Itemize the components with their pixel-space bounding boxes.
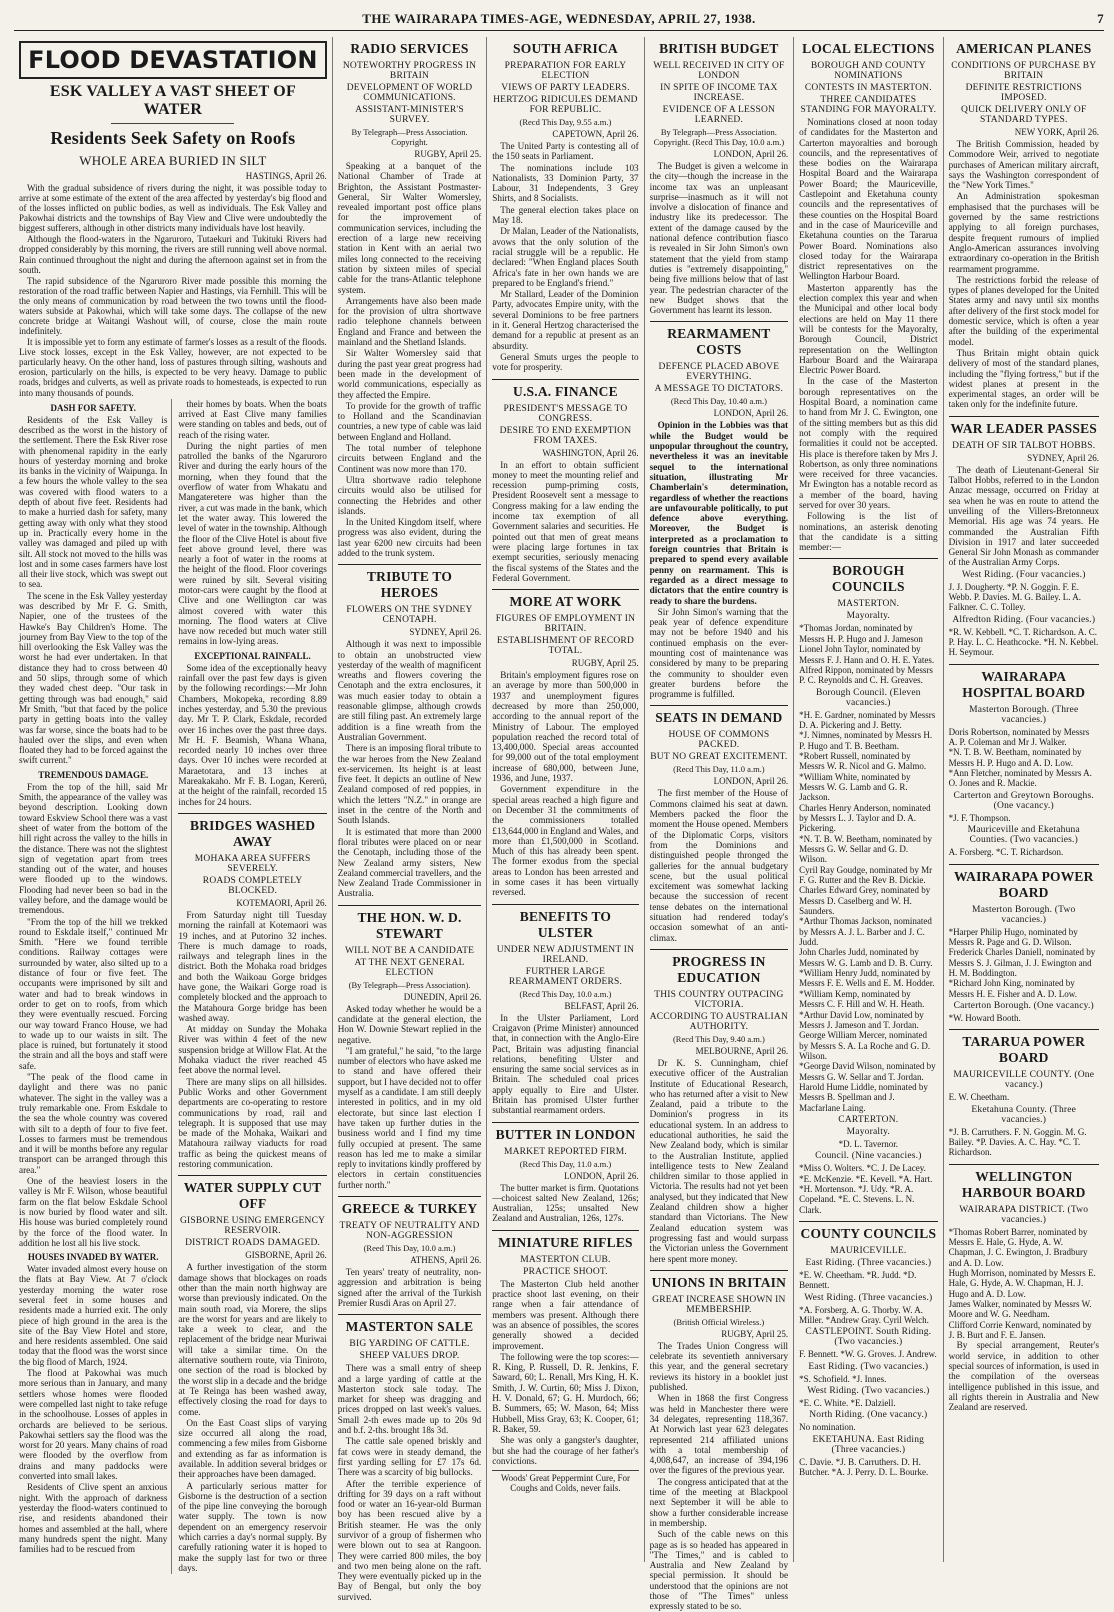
headline: WAIRARAPA HOSPITAL BOARD	[962, 668, 1086, 700]
credit-line: By Telegraph—Press Association. Copyright. (Recd This Day, 10.0 a.m.)	[653, 127, 785, 147]
headline: RADIO SERVICES	[350, 41, 469, 56]
paragraph: Asked today whether he would be a candidate at the general election, the Hon W. Downie Stewart replied in the negative.	[337, 1003, 482, 1045]
paragraph: Dr Malan, Leader of the Nationalists, avows that the only solution of the racial struggle will be a republic. He declared: "When England places South Africa's fate in her own hands we are prepared to be England's friend."	[492, 226, 639, 288]
nomination: *Robert Russell, nominated by Messrs W. R. Nicol and G. Malmo.	[799, 750, 927, 772]
dateline: LONDON, April 26.	[713, 149, 789, 159]
subheading: Alfredton Riding. (Four vacancies.)	[952, 614, 1096, 625]
headline: COUNTY COUNCILS	[800, 1226, 937, 1241]
paragraph: The butter market is firm. Quotations—choicest salted New Zealand, 126s; Australian, 125s; unsalted New Zealand and Australian, 126s, 127s.	[492, 1182, 639, 1224]
article-divider	[650, 949, 788, 950]
section-heading: DASH FOR SAFETY.	[50, 402, 136, 413]
page-number: 7	[1097, 11, 1104, 26]
paragraph: From Saturday night till Tuesday morning the rainfall at Kotemaori was 19 inches, and at Putorino 32 inches. There is much damage to roads, railways and telegraph lines in the district. Both the Mohaka road bridges and both the Waikoau Gorge bridges have gone, the Waikari Gorge road is completely blocked and the approach to the Matahoura Gorge bridge has been washed away.	[178, 909, 327, 1023]
masthead	[14, 8, 1104, 31]
paragraph: The scene in the Esk Valley yesterday was described by Mr F. G. Smith, Napier, one of the trustees of the Hawke's Bay Children's Home. The journey from Bay View to the top of the hill overlooking the Esk Valley was the worst he had ever undertaken. In that distance they had to cross between 40 and 50 slips, through some of which they waded chest deep. "Our task in getting through was bad enough," said Mr Smith, "but that faced by the police party in getting boats into the valley was far worse, since the boats had to be hauled over the slips, and even when floated they had to be forced against the swift current."	[19, 590, 168, 766]
subheading: North Riding. (One vacancy.)	[809, 1410, 928, 1421]
subheading: MAURICEVILLE.	[830, 1246, 907, 1256]
subheading: ASSISTANT-MINISTER'S SURVEY.	[355, 105, 464, 125]
article-divider	[650, 1270, 788, 1271]
headline: WELLINGTON HARBOUR BOARD	[961, 1168, 1086, 1200]
dateline: CAPETOWN, April 26.	[552, 129, 639, 139]
column-flood	[14, 37, 333, 1573]
headline: PROGRESS IN EDUCATION	[672, 953, 766, 985]
paragraph: Arrangements have also been made for the provision of ultra shortwave radio telephone channels between England and France and between the mainland and the Shetland Islands.	[337, 295, 482, 348]
headline: U.S.A. FINANCE	[513, 383, 618, 399]
article-divider	[178, 813, 326, 814]
paragraph: Dr K. S. Cunningham, chief executive officer of the Australian Institute of Educational Research, who has returned after a visit to New Zealand, paid a tribute to the Dominion's progress in its educational system. In an address to educational authorities, he said the New Zealand body, which is similar to the Australian Institute, applied intelligence tests to New Zealand children similar to those applied in Victoria. The results had not yet been analysed, but they indicated that New Zealand children show a higher standard than Victorians. The New Zealand education system was progressing fast and would surpass the Victorian unless the Government here spent more money.	[649, 1057, 789, 1264]
nomination: *Harper Philip Hugo, nominated by Messrs R. Page and G. D. Wilson.	[948, 926, 1078, 947]
subheading: CONDITIONS OF PURCHASE BY BRITAIN	[951, 61, 1097, 81]
paragraph: Although it was next to impossible to obtain an unobstructed view yesterday of the wealth of magnificent wreaths and flowers covering the Cenotaph and the extra enclosures, it was much easier today to obtain a reasonable glimpse, although crowds are still filing past. An extremely large addition is a fine wreath from the Australian Government.	[337, 639, 482, 742]
paragraph: Ultra shortwave radio telephone circuits would also be utilised for connecting the Hebrides and other islands.	[337, 474, 482, 516]
headline: WATER SUPPLY CUT OFF	[183, 1180, 322, 1212]
nomination: Harold Hume Liddle, nominated by Messrs B. Spellman and J. Macfarlane Laing.	[799, 1081, 928, 1113]
subheading: PRESIDENT'S MESSAGE TO CONGRESS.	[503, 403, 628, 424]
paragraph: Ten years' treaty of neutrality, non-aggression and arbitration is being signed after the arrival of the Turkish Premier Rusdi Aras on April 27.	[337, 1267, 482, 1308]
headline: GREECE & TURKEY	[341, 1201, 478, 1217]
paragraph: There is an imposing floral tribute to the war heroes from the New Zealand ex-servicemen. Its height is at least five feet. It depicts an outline of New Zealand composed of red poppies, in which the letters "N.Z." in orange are inset in the centre of the North and South Islands.	[337, 743, 482, 826]
paragraph: their homes by boats. When the boats arrived at East Clive many families were standing on tables and beds, out of reach of the rising water.	[178, 398, 327, 440]
article-divider	[799, 1221, 937, 1222]
article-divider	[949, 1164, 1099, 1165]
dateline: ATHENS, April 26.	[410, 1255, 482, 1266]
column-radio	[333, 37, 487, 1602]
nomination: *W. Howard Booth.	[948, 1012, 1021, 1023]
headline: REARMAMENT COSTS	[667, 326, 771, 358]
headline: MORE AT WORK	[509, 594, 622, 610]
subheading: MASTERTON.	[837, 599, 900, 610]
article-divider	[492, 1122, 638, 1123]
subheading: East Riding. (Two vacancies.)	[808, 1361, 929, 1372]
paragraph: The first member of the House of Commons claimed his seat at dawn. Members packed the floor the moment the House opened. Members of the Diplomatic Corps, visitors from the Dominions and distinguished people thronged the galleries for the annual budgetary scene, but the usual political excitement was somewhat lacking because the succession of recent tense debates on the international situation had rendered today's occasion somewhat of an anti-climax.	[649, 788, 789, 943]
lead-paragraph: With the gradual subsidence of rivers during the night, it was possible today to arrive at some estimate of the extent of the area affected by yesterday's big flood and of the losses inflicted on public bodies, as well as individuals. The Esk Valley and Pakowhai districts and the townships of Bay View and Clive were undoubtedly the biggest sufferers, although in other districts many individuals have lost heavily.	[19, 183, 327, 234]
subheading: CARTERTON.	[838, 1114, 899, 1125]
subheading: Masterton Borough. (Three vacancies.)	[969, 704, 1079, 725]
headline: AMERICAN PLANES	[956, 41, 1092, 56]
column-british-budget	[645, 37, 794, 1612]
subheading: PRACTICE SHOOT.	[523, 1266, 608, 1277]
dateline: HASTINGS, April 26.	[245, 171, 327, 181]
headline: BUTTER IN LONDON	[495, 1126, 636, 1142]
paragraph: Some idea of the exceptionally heavy rainfall over the past few days is given by the following recordings:—Mr John Chambers, Mokopeka, recording 8.89 inches yesterday, and 5.30 the previous day. Mr T. P. Clark, Eskdale, recorded over 16 inches over the past three days. Mr H. F. Beamish, Whana Whana, recorded nearly 10 inches over three days. Over 10 inches were recorded at Maraetotara, and 13 inches at Mareakakaho. Mr F. B. Logan, Kererü, at the height of the rainfall, recorded 15 inches for 24 hours.	[178, 662, 327, 807]
section-heading: HOUSES INVADED BY WATER.	[27, 1252, 159, 1263]
nomination: Cyril Ray Goudge, nominated by Mr F. G. Rutter and the Rev B. Dickie.	[799, 864, 933, 886]
subheading: DEVELOPMENT OF WORLD COMMUNICATIONS.	[346, 83, 473, 103]
nomination: *E. W. Cheetham. *R. Judd. *D. Bennett.	[799, 1270, 917, 1291]
subheading: HERTZOG RIDICULES DEMAND FOR REPUBLIC.	[493, 95, 638, 115]
headline: SOUTH AFRICA	[513, 41, 618, 56]
paragraph: An Administration spokesman emphasised that the purchases will be governed by the same restrictions applying to all foreign purchases, despite frequent rumours of implied Anglo-American assurances involving extraordinary co-operation in the British rearmament programme.	[948, 191, 1099, 274]
credit-line: (British Official Wireless.)	[673, 1316, 765, 1327]
paragraph-bold: Opinion in the Lobbies was that while the Budget would be unpopular throughout the country, nevertheless it was an inevitable sequel to the international situation, illustrating Mr Chamberlain's determination, regardless of whether the reactions are unfavourable politically, to put defence above everything. Moreover, the Budget is interpreted as a proclamation to foreign countries that Britain is prepared to spend every available penny on rearmament. This is regarded as a direct message to dictators that the entire country is ready to share the burdens.	[649, 420, 789, 606]
paragraph: In the case of the Masterton borough representatives on the Hospital Board, a nomination came to hand from Mr J. C. Ewington, one of the sitting members but as this did not comply with the required formalities it could not be accepted. His place is therefore taken by Mrs J. Robertson, as only three nominations were received for three vacancies. Mr Ewington has a notable record as a member of the board, having served for over 30 years.	[799, 376, 938, 510]
paragraph: When in 1868 the first Congress was held in Manchester there were 34 delegates, representing 118,367. At Norwich last year 623 delegates represented 214 affiliated unions with a total membership of 4,008,647, an increase of 394,196 over the figures of the previous year.	[649, 1393, 789, 1476]
subheading: West Riding. (Two vacancies.)	[807, 1386, 930, 1397]
dateline: BELFAST, April 26.	[564, 1000, 639, 1011]
article-divider	[949, 1029, 1099, 1030]
credit-line: (Recd This Day, 11.0 a.m.)	[519, 1158, 612, 1169]
paragraph: The congress anticipated that at the time of the meeting at Blackpool next September it will be able to show a further considerable increase in membership.	[649, 1476, 789, 1528]
subheading: Mayoralty.	[846, 1126, 890, 1137]
article-divider	[338, 1314, 481, 1315]
article-divider	[338, 1196, 481, 1197]
nomination: *H. E. Gardner, nominated by Messrs D. A. Pickering and J. Betty.	[799, 709, 936, 730]
paragraph: Residents of Clive spent an anxious night. With the approach of darkness yesterday the flood-waters continued to rise, and residents abandoned their homes and assembled at the hall, where many hundreds spent the night. Many families had to be rescued from	[19, 1482, 168, 1555]
paragraph: Government expenditure in the special areas reached a high figure and on December 31 the commitments of the commissioners totalled £13,644,000 in England and Wales, and more than £1,500,000 in Scotland. Much of this has already been spent. The former exodus from the special areas to London has been arrested and in some cases it has been virtually reversed.	[492, 784, 639, 898]
paragraph: Water invaded almost every house on the flats at Bay View. At 7 o'clock yesterday morning the water rose several feet in some houses and residents made a hurried exit. The only piece of high ground in the area is the site of the Bay View Hotel and store, and here residents assembled. One said today that the flood was the worst since the big flood of March, 1924.	[19, 1264, 168, 1367]
subheading: WILL NOT BE A CANDIDATE	[344, 945, 475, 956]
nomination: *N. T. B. W. Beetham, nominated by Messrs H. P. Hugo and A. D. Low.	[948, 747, 1082, 768]
subheading: East Riding. (Three vacancies.)	[805, 1258, 932, 1268]
subheading: MARKET REPORTED FIRM.	[503, 1146, 627, 1157]
paragraph: There are many slips on all hillsides. Public Works and other Government departments are co-operating to restore communications by road, rail and telegraph. It is supposed that use may be made of the Mohaka, Waikari and Matahoura railway viaducts for road traffic as being the quickest means of restoring communication.	[178, 1076, 327, 1170]
section-heading: EXCEPTIONAL RAINFALL.	[194, 650, 311, 661]
paragraph: At midday on Sunday the Mohaka River was within 4 feet of the new suspension bridge at Willow Flat. At the Mohaka viaduct the river reached 45 feet above the normal level.	[178, 1024, 327, 1076]
subheading: EVIDENCE OF A LESSON LEARNED.	[662, 105, 776, 125]
headline: MASTERTON SALE	[345, 1319, 474, 1335]
subheading: EKETAHUNA. East Riding (Three vacancies.)	[812, 1434, 925, 1455]
paragraph: The flood at Pakowhai was much more serious than in January, and many settlers whose homes were flooded were compelled last night to take refuge in the schoolhouse. Losses of apples in orchards are believed to be serious. Pakowhai settlers say the flood was the worst for 20 years. Many chains of road were flooded by the overflow from drains and many paddocks were converted into small lakes.	[19, 1368, 168, 1482]
subheading: ACCORDING TO AUSTRALIAN AUTHORITY.	[649, 1011, 789, 1032]
subheading: West Riding. (Four vacancies.)	[961, 569, 1086, 580]
subheading: BOROUGH AND COUNTY NOMINATIONS	[810, 61, 926, 81]
paragraph: Sir Walter Womersley said that during the past year great progress had been made in the development of world communications, especially as they affected the Empire.	[337, 348, 482, 400]
paragraph: On the East Coast slips of varying size occurred all along the road, commencing a few miles from Gisborne and extending as far as information is available. In addition several bridges or their approaches have been damaged.	[178, 1417, 327, 1480]
paragraph: Such of the cable news on this page as is so headed has appeared in "The Times," and is cabled to Australia and New Zealand by special permission. It should be understood that the opinions are not those of "The Times" unless expressly stated to be so.	[649, 1529, 789, 1612]
headline: BRIDGES WASHED AWAY	[190, 817, 316, 849]
paragraph: Speaking at a banquet of the National Chamber of Trade at Brighton, the Assistant Postmaster-General, Sir Walter Womersley, revealed important post office plans for the improvement of communication services, including the erection of a large new receiving station in Kent with an aerial two miles long connected to the receiving station by sixteen miles of special cable for the trans-Atlantic telephone system.	[337, 161, 482, 295]
subheading: GISBORNE USING EMERGENCY RESERVOIR.	[180, 1216, 326, 1237]
headline: WAR LEADER PASSES	[950, 420, 1097, 436]
subheading: MAURICEVILLE COUNTY. (One vacancy.)	[953, 1070, 1095, 1091]
dateline: RUGBY, April 25.	[721, 1328, 789, 1339]
article-divider	[949, 864, 1099, 865]
nomination: *Richard John King, nominated by Messrs H. E. Fisher and A. D. Low.	[948, 978, 1077, 999]
nomination: *J. Nimnes, nominated by Messrs H. P. Hugo and T. B. Beetham.	[799, 730, 933, 751]
paragraph: Sir John Simon's warning that the peak year of defence expenditure may not be before 1940 and his continued emphasis on the ever-mounting cost of maintenance was considered by many to be preparing the community to shoulder even greater burdens before the programme is fulfilled.	[649, 606, 789, 700]
nomination: *Arthur Thomas Jackson, nominated by Messrs A. J. L. Barber and J. C. Judd.	[799, 916, 932, 948]
nomination: *Miss O. Wolters. *C. J. De Lacey. *E. McKenzie. *E. Kevell. *A. Hart. *H. Mortenson. *J. Udy. *R. A. Copeland. *E. C. Stevens. L. N. Clark.	[799, 1163, 933, 1215]
dateline: SYDNEY, April 26.	[1027, 452, 1099, 463]
nomination: *A. Forsberg. A. G. Thorby. W. A. Miller. *Andrew Gray. Cyril Welch.	[799, 1304, 929, 1326]
nomination: *D. L. Tavernor.	[838, 1138, 899, 1149]
subheading: THIS COUNTRY OUTPACING VICTORIA.	[654, 989, 784, 1010]
nomination: Clifford Corrie Kenward, nominated by J. B. Burt and F. E. Jansen.	[948, 1319, 1092, 1341]
column-south-africa	[487, 37, 644, 1562]
paragraph: The following were the top scores:—R. King, P. Russell, D. R. Jenkins, F. Saward, 60; L. Renall, Mrs King, H. K. Smith, J. W. Curtin, 60; Miss J. Dixon, H. V. Donald, 67; G. H. Murdoch, 66; B. Summers, 65; W. Mason, 64; Miss Hubbell, Miss Gray, 63; K. Cooper, 61; R. Baker, 59.	[492, 1351, 639, 1434]
subheading: DEFINITE RESTRICTIONS IMPOSED.	[965, 83, 1082, 103]
subheading: DEFENCE PLACED ABOVE EVERYTHING.	[658, 362, 780, 383]
divider	[111, 123, 234, 124]
credit-line: (By Telegraph—Press Association).	[348, 979, 471, 990]
paragraph: Mr Stallard, Leader of the Dominion Party, advocates Empire unity, with the several Dominions to be free partners in it. General Hertzog characterised the demand for a republic at present as an absurdity.	[492, 289, 639, 351]
nomination: Charles Edward Grey, nominated by Messrs D. Caselberg and W. H. Saunders.	[799, 885, 931, 917]
dateline: RUGBY, April 25.	[414, 149, 482, 159]
article-divider	[338, 905, 481, 906]
nomination: No nomination.	[799, 1422, 856, 1433]
article-divider	[338, 564, 481, 565]
nomination: Alfred Rippon, nominated by Messrs P. C. Reynolds and C. H. Greaves.	[799, 664, 933, 686]
credit-line: (Recd This Day, 10.40 a.m.)	[670, 396, 767, 407]
subheading: West Riding. (Three vacancies.)	[804, 1292, 933, 1303]
headline: TRIBUTE TO HEROES	[366, 569, 453, 601]
paragraph: "The peak of the flood came in daylight and there was no panic whatever. The sight in the valley was a truly remarkable one. From Eskdale to the sea the whole country was covered with silt to a depth of four to five feet. Losses to farmers must be tremendous and it will be months before any regular transport can be arranged through this area."	[19, 1072, 168, 1175]
dateline: LONDON, April 26.	[564, 1170, 639, 1181]
lead-paragraphs	[19, 183, 327, 398]
dateline: LONDON, April 26.	[713, 776, 789, 787]
paragraph: By special arrangement, Reuter's world service, in addition to other special sources of information, is used in the compilation of the overseas intelligence published in this issue, and all rights therein in Australia and New Zealand are reserved.	[948, 1340, 1099, 1413]
subheading: FLOWERS ON THE SYDNEY CENOTAPH.	[346, 605, 473, 626]
subheading: Borough Council. (Eleven vacancies.)	[815, 687, 921, 708]
nomination: F. Bennett. *W. G. Groves. J. Andrew.	[799, 1349, 937, 1360]
dateline: LONDON, April 26.	[713, 408, 789, 419]
subheading: Eketahuna County. (Three vacancies.)	[971, 1104, 1077, 1125]
subheading: GREAT INCREASE SHOWN IN MEMBERSHIP.	[652, 1294, 786, 1315]
nomination: *George David Wilson, nominated by Messrs G. W. Sellar and T. Jordan.	[799, 1061, 936, 1082]
columns	[14, 37, 1104, 1612]
nomination: *William Henry Judd, nominated by Messrs F. E. Wells and E. M. Hodder.	[799, 968, 935, 989]
subheading: FURTHER LARGE REARMAMENT ORDERS.	[508, 966, 623, 987]
paragraph: The cattle sale opened briskly and fat cows were in steady demand, the first yarding selling for £7 17s 6d. There was a scarcity of big bullocks.	[337, 1436, 482, 1478]
paragraph: It is estimated that more than 2000 floral tributes were placed on or near the Cenotaph, including those of the New Zealand army sisters, New Zealand commercial travellers, and the New Zealand Trade Commissioner in Australia.	[337, 826, 482, 899]
subheading: DEATH OF SIR TALBOT HOBBS.	[952, 440, 1096, 451]
nomination: George William Mercer, nominated by Messrs S. A. La Roche and G. D. Wilson.	[799, 1030, 931, 1061]
subheading: FIGURES OF EMPLOYMENT IN BRITAIN.	[495, 614, 636, 635]
paragraph: The total number of telephone circuits between England and the Continent was now more than 170.	[337, 443, 482, 474]
paragraph: To provide for the growth of traffic to Holland and the Scandinavian countries, a new type of cable was laid between England and Holland.	[337, 400, 482, 442]
paragraph: Britain's employment figures rose on an average by more than 500,000 in 1937 and unemployment figures decreased by more than 250,000, according to the annual report of the Ministry of Labour. The employed population reached the record total of 13,400,000. Special areas accounted for 99,000 out of the total employment increase of 680,000, between June, 1936, and June, 1937.	[492, 670, 639, 784]
paragraph: Nominations closed at noon today of candidates for the Masterton and Carterton mayoralties and borough councils, and the representatives of these bodies on the Wairarapa Hospital Board and the Wairarapa Power Board; the Mauriceville, Castlepoint and Eketahuna county councils and the representatives of these counties on the Hospital Board and in the case of Mauriceville and Eketahuna counties on the Tararua Power Board. Nominations also closed today for the Wairarapa district representatives on the Wellington Harbour Board.	[799, 117, 938, 282]
paragraph: The United Party is contesting all of the 150 seats in Parliament.	[492, 141, 639, 162]
paragraph: The Masterton Club held another practice shoot last evening, on their range when a fair attendance of members was present. Although there was an absence of possibles, the scores generally showed a decided improvement.	[492, 1278, 639, 1351]
dateline: MELBOURNE, April 26.	[695, 1045, 789, 1056]
subheading: Mauriceville and Eketahuna Counties. (Two vacancies.)	[967, 825, 1080, 846]
paragraph: She was only a gangster's daughter, but she had the courage of her father's convictions.	[492, 1435, 639, 1466]
nomination: *Ann Fletcher, nominated by Messrs A. O. Jones and R. Mackie.	[948, 768, 1092, 789]
nomination: Hugh Morrison, nominated by Messrs E. Hale, G. Hyde, A. W. Chapman, H. J. Hugo and A. D. Low.	[948, 1268, 1096, 1299]
paragraph: A further investigation of the storm damage shows that blockages on roads other than the main north highway are worse than previously indicated. On the main south road, via Morere, the slips are the worst for years and are likely to take a week to clear, and the replacement of the bridge near Muriwai will take a similar time. On the alternative southern route, via Tiniroto, one section of the road is blocked by the worst slip in a decade and the bridge at Te Reinga has been washed away, effectively closing the road for days to come.	[178, 1262, 327, 1417]
dateline: NEW YORK, April 26.	[1014, 127, 1099, 137]
subheading: BIG YARDING OF CATTLE.	[349, 1339, 470, 1350]
subheading: SHEEP VALUES DROP.	[359, 1351, 460, 1362]
nomination: *R. W. Kebbell. *C. T. Richardson. A. C. P. Hay. L. C. Heathcocke. *H. N. Kebbel. H. Seymour.	[948, 626, 1099, 658]
paragraph: Following is the list of nominations, an asterisk denoting that the candidate is a sitting member:—	[799, 511, 938, 553]
subheading: ROADS COMPLETELY BLOCKED.	[202, 875, 303, 896]
nomination: J. J. Dougherty. *P. N. Goggin. F. E. Webb. P. Davies. M. G. Bailey. L. A. Falkner. C. C. Tolley.	[948, 581, 1081, 613]
headline: BOROUGH COUNCILS	[831, 563, 905, 595]
paragraph: There was a small entry of sheep and a large yarding of cattle at the Masterton stock sale today. The market for sheep was dragging and prices dropped on last week's values. Small 2-th ewes made up to 20s 9d and b.f. 2-ths. brought 18s 3d.	[337, 1363, 482, 1436]
subheading: AT THE NEXT GENERAL ELECTION	[354, 957, 465, 978]
subheading: IN SPITE OF INCOME TAX INCREASE.	[660, 83, 778, 103]
dateline: SYDNEY, April 26.	[409, 627, 482, 638]
paragraph: In an effort to obtain sufficient money to meet the mounting relief and recession pump-priming costs, President Roosevelt sent a message to Congress making for a law ending the income tax exemption of all Government salaries and securities. He pointed out that men of great means were placing large fortunes in tax exempt securities, seriously menacing the fiscal systems of the States and the Federal Government.	[492, 459, 639, 583]
paragraph: The restrictions forbid the release of types of planes developed for the United States army and navy until six months after delivery of the first stock model for domestic service, which is often a year after the building of the experimental model.	[948, 274, 1099, 347]
subheading: NOTEWORTHY PROGRESS IN BRITAIN	[342, 61, 477, 81]
headline: WAIRARAPA POWER BOARD	[953, 868, 1094, 900]
subheading: A MESSAGE TO DICTATORS.	[654, 384, 784, 395]
nomination: A. Forsberg. *C. T. Richardson.	[948, 847, 1064, 858]
paragraph: In the United Kingdom itself, where progress was also evident, during the last year 6200 new circuits had been added to the trunk system.	[337, 517, 482, 558]
nomination: *William Kemp, nominated by Messrs C. F. Hill and W. H. Heath.	[799, 988, 925, 1010]
headline: SEATS IN DEMAND	[655, 710, 783, 726]
headline: BRITISH BUDGET	[659, 41, 779, 56]
nomination: *Arthur David Low, nominated by Messrs J. Jameson and T. Jordan.	[799, 1009, 924, 1030]
paragraph: The nominations include 103 Nationalists, 33 Dominion Party, 37 Labour, 31 Independents, 3 Grey Shirts, and 8 Socialists.	[492, 162, 639, 204]
paragraph: The Trades Union Congress will celebrate its seventieth anniversary this year, and the general secretary reviews its history in a booklet just published.	[649, 1340, 789, 1393]
subhead-roofs: Residents Seek Safety on Roofs	[50, 128, 296, 148]
headline: LOCAL ELECTIONS	[802, 41, 935, 56]
subheading: BUT NO GREAT EXCITEMENT.	[650, 752, 788, 763]
article-divider	[799, 558, 937, 559]
subheading: TREATY OF NEUTRALITY AND NON-AGGRESSION	[339, 1221, 480, 1242]
headline: MINIATURE RIFLES	[498, 1234, 633, 1250]
subheading: UNDER NEW ADJUSTMENT IN IRELAND.	[496, 944, 635, 965]
article-divider	[492, 589, 638, 590]
nomination: Lionel John Taylor, nominated by Messrs F. J. Hann and O. H. E. Yates.	[799, 644, 935, 665]
paragraph: After the terrible experience of drifting for 39 days on a raft without food or water an 16-year-old Burman boy has been rescued alive by a British steamer. He was the only survivor of a group of fishermen who were blown out to sea at Rangoon. They were carried 800 miles, the boy and two men being alone on the raft. They were eventually picked up in the Bay of Bengal, but only the boy survived.	[337, 1478, 482, 1602]
headline: BENEFITS TO ULSTER	[519, 908, 612, 940]
flood-subcolumn-left	[19, 399, 172, 1575]
subheading: DISTRICT ROADS DAMAGED.	[185, 1238, 321, 1249]
subheading: Carterton and Greytown Boroughs. (One vacancy.)	[953, 790, 1094, 811]
nomination: Doris Robertson, nominated by Messrs A. P. Coleman and Mr J. Walker.	[948, 726, 1090, 748]
advertisement: Woods' Great Peppermint Cure, For Coughs and Colds, never fails.	[492, 1470, 638, 1493]
subheading: WELL RECEIVED IN CITY OF LONDON	[653, 61, 785, 81]
credit-line: By Telegraph—Press Association. Copyright.	[351, 127, 468, 147]
subheading: CASTLEPOINT. South Riding. (Two vacancies.)	[805, 1327, 932, 1348]
column-american-planes	[944, 37, 1104, 1562]
paragraph: The British Commission, headed by Commodore Weir, arrived to negotiate purchases of American military aircraft, says the Washington correspondent of the "New York Times."	[948, 139, 1099, 191]
nomination: *Thomas Jordan, nominated by Messrs H. P. Hugo and J. Jameson	[799, 623, 923, 644]
column-local-elections	[794, 37, 943, 1562]
subheading: CONTESTS IN MASTERTON.	[804, 83, 932, 93]
article-divider	[949, 416, 1099, 417]
paragraph: In the Ulster Parliament, Lord Craigavon (Prime Minister) announced that, in connection with the Anglo-Eire Pact, Britain was adjusting financial relations, benefiting Ulster and ensuring the same social services as in Britain. The scheduled coal prices apply equally to Eire and Ulster. Britain has promised Ulster further substantial rearmament orders.	[492, 1012, 639, 1116]
subheading: Carterton Borough. (One vacancy.)	[953, 1000, 1094, 1011]
headline: THE HON. W. D. STEWART	[357, 909, 462, 941]
nomination: *J. F. Thompson.	[948, 812, 1011, 823]
nomination: Frederick Charles Daniell, nominated by Messrs S. J. Gilman, J. J. Ewington and H. M. Boddington.	[948, 947, 1096, 978]
subheading: ESTABLISHMENT OF RECORD TOTAL.	[496, 636, 635, 657]
headline-flood: FLOOD DEVASTATION	[19, 41, 327, 79]
subheading: MASTERTON CLUB.	[520, 1254, 611, 1265]
subheading: Mayoralty.	[846, 611, 890, 622]
nomination: *Thomas Robert Barrer, nominated by Messrs E. Hale, G. Hyde, A. W. Chapman, J. C. Ewington, J. Bradbury and A. D. Low.	[948, 1226, 1088, 1268]
article-divider	[178, 1175, 326, 1176]
credit-line: (Recd This Day, 11.0 a.m.)	[673, 764, 765, 775]
nomination: *S. Schofield. *J. Innes.	[799, 1373, 887, 1384]
paragraph: General Smuts urges the people to vote for prosperity.	[492, 351, 639, 373]
subheading: VIEWS OF PARTY LEADERS.	[501, 83, 630, 93]
paragraph: From the top of the hill, said Mr Smith, the appearance of the valley was beyond description. Looking down toward Eskview School there was a vast sheet of water from the bottom of the hill right across the valley to the hills in the distance. There was not the slightest sign of vegetation apart from trees standing out of the water, and houses were flooded up to the windows. Flooding had never been so bad in the valley before, and the damage would be tremendous.	[19, 781, 168, 916]
subheading: QUICK DELIVERY ONLY OF STANDARD TYPES.	[961, 105, 1087, 125]
nomination: C. Davie. *J. B. Carruthers. D. H. Butcher. *A. J. Perry. D. L. Bourke.	[799, 1456, 929, 1478]
paragraph: During the night parties of men patrolled the banks of the Ngaruroro River and during the early hours of the morning, when they found that the overflow of water from Whakatu and Mangateretere was higher than the river, a cut was made in the bank, which let the water away. This lowered the level of water in the township. Although the floor of the Clive Hotel is about five feet above ground level, there was nearly a foot of water in the rooms at the height of the flood. Floor coverings were ruined by silt. Several visiting motor-cars were caught by the flood at Clive and one Wellington car was almost covered with water this morning. The flood waters at Clive have now receded but much water still remains in low-lying areas.	[178, 440, 327, 647]
paragraph: "I am grateful," he said, "to the large number of electors who have asked me to stand and have offered their support, but I have decided not to offer myself as a candidate. I am still deeply interested in politics, and in my old electorate, but since last election I have taken up further duties in the business world and I find my time fully occupied at present. The same reason has led me to make a similar reply to invitations kindly proffered by electors in certain constituencies further north."	[337, 1045, 482, 1190]
paragraph: The general election takes place on May 18.	[492, 204, 639, 226]
article-divider	[492, 904, 638, 905]
dateline: RUGBY, April 25.	[571, 658, 639, 669]
article-divider	[650, 705, 788, 706]
paragraph: "From the top of the hill we trekked round to Eskdale itself," continued Mr Smith. "Here we found terrible conditions. Railway cottages were surrounded by water, also silted up to a distance of four or five feet. The occupants were imprisoned by silt and water and had to break windows in order to get on to roofs, from which they were eventually rescued. Forcing our way toward Franco House, we had to wade up to our waists in silt. The place is ruined, but fortunately it stood the strain and all the boys and staff were safe.	[19, 916, 168, 1071]
subheading: HOUSE OF COMMONS PACKED.	[668, 730, 770, 751]
lead-paragraph: The rapid subsidence of the Ngaruroro River made possible this morning the restoration of the road traffic between Napier and Hastings, via Fernhill. This will be the only means of communication by road between the two towns until the flood-waters subside at Pakowhai, which will take some days. The collapse of the new concrete bridge at Waitangi Washout will, of course, close the main route indefinitely.	[19, 275, 327, 337]
article-divider	[650, 321, 788, 322]
article-divider	[949, 664, 1099, 665]
flood-subcolumns	[19, 399, 327, 1575]
article-divider	[492, 379, 638, 380]
paragraph: Masterton apparently has the election complex this year and when the Municipal and other local body elections are held on May 11 there will be contests for the Mayoralty, Borough Council, District representation on the Wellington Harbour Board and the Wairarapa Electric Power Board.	[799, 282, 938, 376]
nomination: James Walker, nominated by Messrs W. Moore and W. G. Needham.	[948, 1299, 1092, 1320]
nomination: *N. T. B. W. Beetham, nominated by Messrs G. W. Sellar and G. D. Wilson.	[799, 833, 933, 865]
masthead-title: THE WAIRARAPA TIMES-AGE, WEDNESDAY, APRIL 27, 1938.	[362, 11, 756, 26]
subhead-esk-valley: ESK VALLEY A VAST SHEET OF WATER	[49, 83, 296, 118]
paragraph: One of the heaviest losers in the valley is Mr F. Wilson, whose beautiful farm on the flat below Eskdale School is now buried by flood water and silt. His house was buried completely round by the force of the flood water. In addition he lost all his live stock.	[19, 1176, 168, 1248]
subheading: Masterton Borough. (Two vacancies.)	[972, 904, 1076, 925]
subheading: PREPARATION FOR EARLY ELECTION	[504, 61, 627, 81]
credit-line: (Recd This Day, 10.0 a.m.)	[519, 988, 612, 999]
lead-paragraph: It is impossible yet to form any estimate of farmer's losses as a result of the floods. Live stock losses, except in the Esk Valley, however, are not expected to be particularly heavy. On the other hand, loss of pastures through silting, washouts and erosion, particularly on the hills, is expected to be very heavy. Damage to public roads, bridges and culverts, as well as private roads to homesteads, is expected to run into many thousands of pounds.	[19, 337, 327, 398]
subheading: THREE CANDIDATES STANDING FOR MAYORALTY.	[800, 95, 937, 115]
paragraph: Residents of the Esk Valley is described as the worst in the history of the settlement. There the Esk River rose with phenomenal rapidity in the early hours of yesterday morning and broke its banks in the vicinity of Waipunga. In a few hours the whole valley to the sea was covered with flood waters to a depth of about five feet. Residents had to make a hurried dash for safety, many getting away with only what they stood up in. Practically every home in the valley was damaged and piled up with silt. All stock not moved to the hills was lost and in some cases farmers have lost all their live stock, which was swept out to sea.	[19, 414, 168, 590]
credit-line: (Reed This Day, 10.0 a.m.)	[363, 1243, 456, 1254]
nomination: E. W. Cheetham.	[948, 1092, 1010, 1103]
subheading: Council. (Nine vacancies.)	[815, 1151, 922, 1162]
lead-paragraph: Although the flood-waters in the Ngaruroro, Tutaekuri and Tukituki Rivers had dropped considerably by this morning, the rivers are still running well above normal. Rain continued throughout the night and during the afternoon against set in from the south.	[19, 234, 327, 275]
nomination: *J. B. Carruthers. F. N. Goggin. M. G. Bailey. *P. Davies. A. C. Hay. *C. T. Richardson.	[948, 1126, 1087, 1158]
nomination: Charles Henry Anderson, nominated by Messrs L. J. Taylor and D. A. Pickering.	[799, 802, 931, 834]
credit-line: (Recd This Day, 9.55 a.m.)	[519, 117, 612, 127]
nomination: John Charles Judd, nominated by Messrs W. G. Lamb and D. B. Curry.	[799, 947, 933, 968]
dateline: KOTEMAORI, April 26.	[236, 897, 327, 908]
article-divider	[492, 1230, 638, 1231]
subheading: WAIRARAPA DISTRICT. (Two vacancies.)	[959, 1204, 1089, 1225]
paragraph: The death of Lieutenant-General Sir Talbot Hobbs, referred to in the London Anzac message, occurred on Friday at sea when he was en route to attend the unveiling of the Villers-Bretonneux Memorial. His age was 74 years. He commanded the Australian Fifth Division in 1917 and later succeeded General Sir John Monash as commander of the Australian Army Corps.	[948, 464, 1099, 568]
nomination: *E. C. White. *E. Dalziell.	[799, 1398, 896, 1409]
paragraph: Thus Britain might obtain quick delivery of most of the standard planes, including the "flying fortress," but if the widest planes at present in the experimental stages, an order will be taken only for the indefinite future.	[948, 347, 1099, 410]
headline: TARARUA POWER BOARD	[962, 1034, 1086, 1066]
credit-line: (Recd This Day, 9.40 a.m.)	[672, 1033, 765, 1044]
nomination: *William White, nominated by Messrs W. G. Lamb and G. R. Jackson.	[799, 771, 911, 803]
subheading: MOHAKA AREA SUFFERS SEVERELY.	[194, 853, 311, 874]
dateline: GISBORNE, April 26.	[245, 1250, 327, 1261]
subhead-silt: WHOLE AREA BURIED IN SILT	[79, 153, 267, 168]
subheading: DESIRE TO END EXEMPTION FROM TAXES.	[499, 425, 632, 446]
paragraph: A particularly serious matter for Gisborne is the destruction of a section of the pipe line conveying the borough water supply. The town is now dependent on an emergency reservoir which carries a day's normal supply. By carefully rationing water it is hoped to make the supply last for two or three days.	[178, 1480, 327, 1573]
dateline: DUNEDIN, April 26.	[403, 991, 482, 1002]
headline: UNIONS IN BRITAIN	[651, 1274, 787, 1290]
paragraph: The Budget is given a welcome in the city—though the increase in the income tax was an unpleasant surprise—inasmuch as it will not involve a dislocation of finance and industry like its predecessor. The extent of the damage caused by the national defence contribution fiasco is revealed in Sir John Simon's own statement that the yield from stamp duties is "extremely disappointing," being five millions below that of last year. The pedestrian character of the new Budget shows that the Government has learnt its lesson.	[649, 161, 789, 316]
dateline: WASHINGTON, April 26.	[542, 447, 639, 458]
section-heading: TREMENDOUS DAMAGE.	[38, 769, 149, 780]
flood-subcolumn-right	[178, 399, 326, 1575]
